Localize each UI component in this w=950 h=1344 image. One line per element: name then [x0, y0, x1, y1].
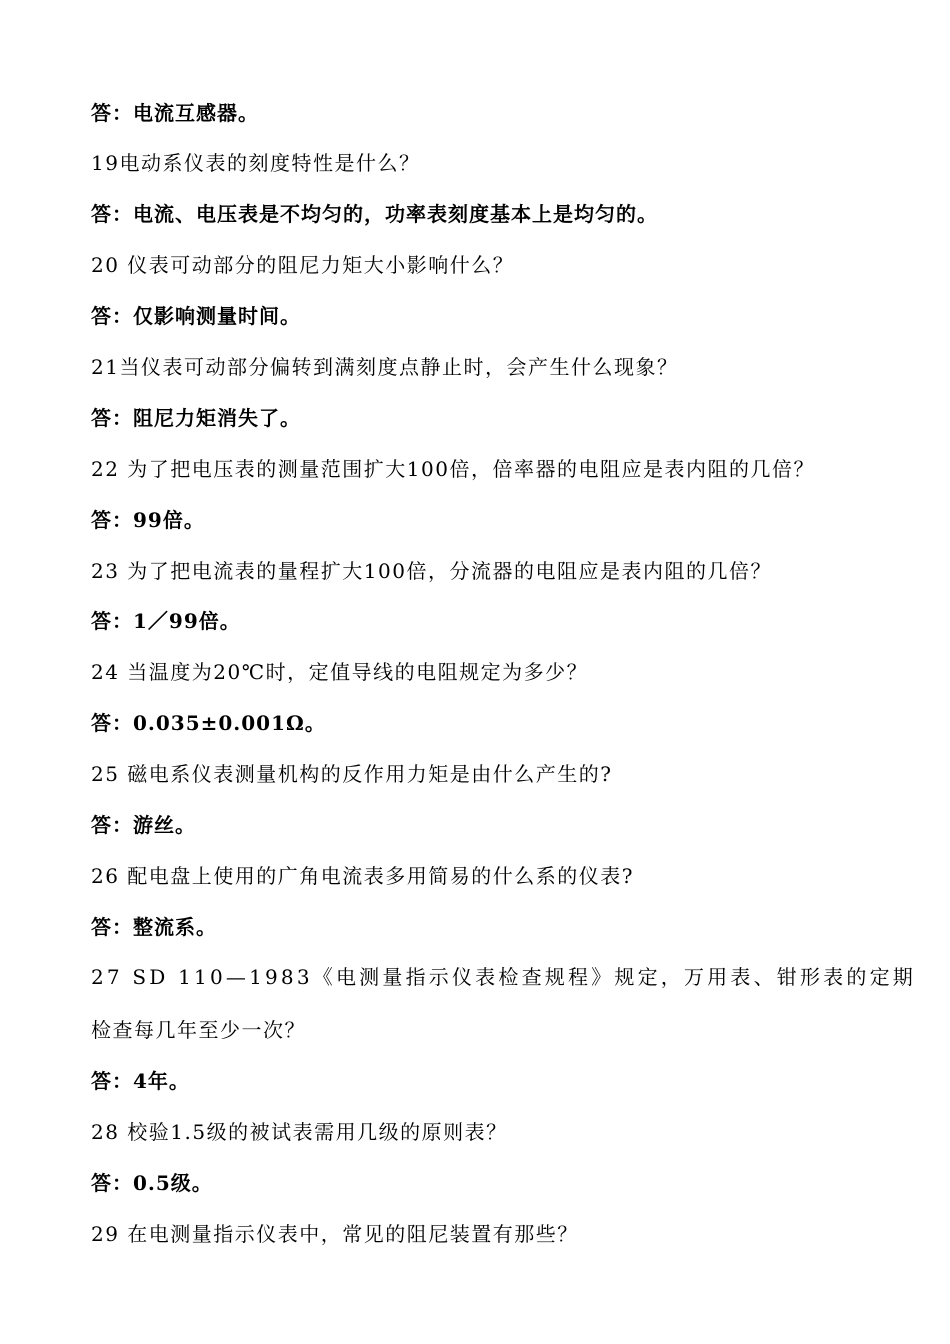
question-line: 21当仪表可动部分偏转到满刻度点静止时，会产生什么现象？: [91, 355, 679, 379]
question-line: 20 仪表可动部分的阻尼力矩大小影响什么？: [91, 253, 515, 277]
question-line: 19电动系仪表的刻度特性是什么？: [91, 151, 421, 175]
question-line: 25 磁电系仪表测量机构的反作用力矩是由什么产生的?: [91, 762, 613, 786]
answer-line: 答：游丝。: [91, 813, 196, 837]
answer-line: 答：阻尼力矩消失了。: [91, 406, 301, 430]
question-line: 22 为了把电压表的测量范围扩大100倍，倍率器的电阻应是表内阻的几倍？: [91, 457, 815, 481]
question-line: 26 配电盘上使用的广角电流表多用简易的什么系的仪表?: [91, 864, 635, 888]
question-line: 28 校验1.5级的被试表需用几级的原则表？: [91, 1120, 508, 1144]
answer-line: 答：电流、电压表是不均匀的，功率表刻度基本上是均匀的。: [91, 202, 658, 226]
question-line-continued: 检查每几年至少一次？: [91, 1018, 306, 1042]
question-line: 27 SD 110—1983《电测量指示仪表检查规程》规定，万用表、钳形表的定期: [91, 965, 916, 989]
answer-line: 答：整流系。: [91, 915, 217, 939]
answer-line: 答：1／99倍。: [91, 609, 241, 633]
answer-line: 答：0.5级。: [91, 1171, 213, 1195]
answer-line: 答：99倍。: [91, 508, 205, 532]
question-line: 23 为了把电流表的量程扩大100倍，分流器的电阻应是表内阻的几倍？: [91, 559, 772, 583]
answer-line: 答：0.035±0.001Ω。: [91, 711, 326, 735]
answer-line: 答：仅影响测量时间。: [91, 304, 301, 328]
question-line: 24 当温度为20℃时，定值导线的电阻规定为多少？: [91, 660, 589, 684]
answer-line: 答：电流互感器。: [91, 101, 259, 125]
question-line: 29 在电测量指示仪表中，常见的阻尼装置有那些？: [91, 1222, 579, 1246]
answer-line: 答：4年。: [91, 1069, 190, 1093]
